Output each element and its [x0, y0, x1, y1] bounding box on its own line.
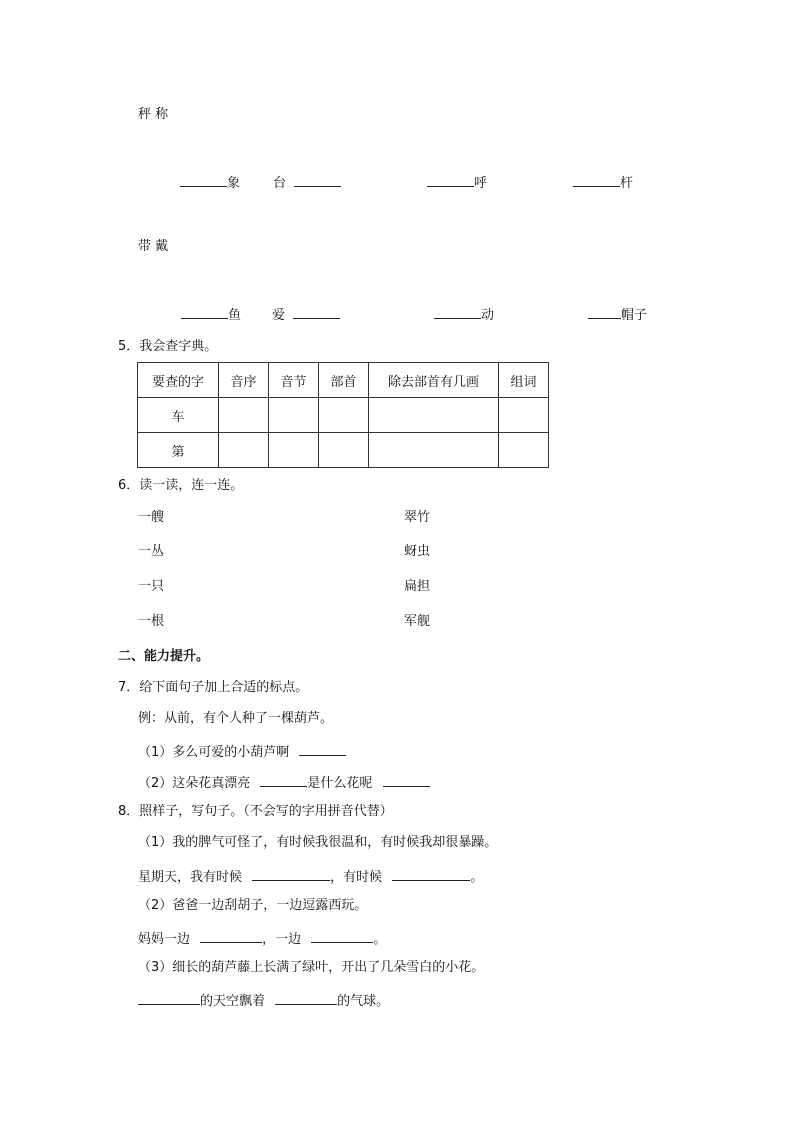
answer-blank[interactable] — [275, 990, 337, 1005]
question-8-fill-3 — [138, 990, 389, 1011]
sentence-text: 妈妈一边 — [138, 932, 191, 947]
table-cell-answer[interactable] — [269, 398, 319, 433]
question-7-item-2 — [138, 772, 430, 793]
fill-item — [273, 172, 341, 193]
question-8-example-2: （2）爸爸一边刮胡子，一边逗露西玩。 — [138, 898, 368, 913]
fill-item-text: 动 — [481, 308, 495, 323]
answer-blank[interactable] — [138, 990, 200, 1005]
fill-item — [180, 172, 240, 193]
table-cell-answer[interactable] — [219, 433, 269, 468]
table-row — [138, 433, 549, 468]
answer-blank[interactable] — [200, 928, 262, 943]
answer-blank[interactable] — [573, 172, 620, 187]
sentence-text: 是什么花呢 — [307, 776, 373, 791]
table-cell-answer[interactable] — [269, 433, 319, 468]
answer-blank[interactable] — [180, 172, 227, 187]
fill-item — [588, 304, 647, 325]
sentence-text: ，一边 — [262, 932, 302, 947]
match-left-item[interactable]: 一根 — [138, 614, 165, 629]
match-right-item[interactable]: 蚜虫 — [404, 544, 431, 559]
match-right-item[interactable]: 翠竹 — [404, 510, 431, 525]
sentence-text: 的气球。 — [337, 994, 390, 1009]
sentence-text: 。 — [373, 932, 387, 947]
fill-item-text: 爱 — [272, 308, 286, 323]
question-8-example-3: （3）细长的葫芦藤上长满了绿叶，开出了几朵雪白的小花。 — [138, 960, 485, 975]
fill-item — [181, 304, 241, 325]
question-7-title: 7．给下面句子加上合适的标点。 — [118, 680, 309, 695]
match-left-item[interactable]: 一艘 — [138, 510, 165, 525]
match-right-item[interactable]: 扁担 — [404, 579, 431, 594]
sentence-text: 星期天，我有时候 — [138, 870, 243, 885]
fill-item-text: 杆 — [620, 176, 634, 191]
table-header: 除去部首有几画 — [369, 363, 499, 398]
answer-blank[interactable] — [181, 304, 228, 319]
table-header: 音节 — [269, 363, 319, 398]
sentence-text: 的天空飘着 — [200, 994, 266, 1009]
table-cell-answer[interactable] — [499, 398, 549, 433]
sentence-text: ，有时候 — [330, 870, 383, 885]
table-header-row — [138, 363, 549, 398]
section-2-heading: 二、能力提升。 — [118, 649, 210, 664]
answer-blank[interactable] — [252, 866, 330, 881]
sentence-text: （2）这朵花真漂亮 — [138, 776, 251, 791]
answer-blank[interactable] — [434, 304, 481, 319]
question-8-example-1: （1）我的脾气可怪了，有时候我很温和，有时候我却很暴躁。 — [138, 835, 498, 850]
table-header: 部首 — [319, 363, 369, 398]
match-left-item[interactable]: 一只 — [138, 579, 165, 594]
char-pair-label-2: 带 戴 — [138, 239, 169, 254]
answer-blank[interactable] — [588, 304, 621, 319]
answer-blank[interactable] — [299, 741, 346, 756]
answer-blank[interactable] — [260, 772, 307, 787]
table-cell-char: 车 — [138, 398, 219, 433]
table-cell-answer[interactable] — [499, 433, 549, 468]
match-left-item[interactable]: 一丛 — [138, 544, 165, 559]
table-cell-answer[interactable] — [319, 398, 369, 433]
table-cell-answer[interactable] — [369, 433, 499, 468]
table-header: 音序 — [219, 363, 269, 398]
char-pair-label-1: 秤 称 — [138, 107, 169, 122]
fill-item-text: 鱼 — [228, 308, 242, 323]
dictionary-table — [137, 362, 549, 468]
answer-blank[interactable] — [383, 772, 430, 787]
fill-item — [427, 172, 487, 193]
answer-blank[interactable] — [311, 928, 373, 943]
table-header: 组词 — [499, 363, 549, 398]
answer-blank[interactable] — [294, 172, 341, 187]
table-cell-answer[interactable] — [369, 398, 499, 433]
table-header: 要查的字 — [138, 363, 219, 398]
fill-item-text: 呼 — [474, 176, 488, 191]
question-5-title: 5．我会查字典。 — [118, 339, 218, 354]
fill-item-text: 象 — [227, 176, 241, 191]
fill-item-text: 台 — [273, 176, 287, 191]
answer-blank[interactable] — [293, 304, 340, 319]
question-8-title: 8．照样子，写句子。（不会写的字用拼音代替） — [118, 804, 393, 819]
question-8-fill-1 — [138, 866, 483, 887]
fill-item — [573, 172, 633, 193]
answer-blank[interactable] — [427, 172, 474, 187]
question-8-fill-2 — [138, 928, 386, 949]
fill-item — [272, 304, 340, 325]
table-row — [138, 398, 549, 433]
question-6-title: 6．读一读，连一连。 — [118, 478, 244, 493]
sentence-text: 。 — [470, 870, 484, 885]
match-right-item[interactable]: 军舰 — [404, 614, 431, 629]
question-7-item-1 — [138, 741, 346, 762]
answer-blank[interactable] — [392, 866, 470, 881]
fill-item — [434, 304, 494, 325]
table-cell-answer[interactable] — [219, 398, 269, 433]
table-cell-answer[interactable] — [319, 433, 369, 468]
question-7-example: 例：从前，有个人种了一棵葫芦。 — [138, 711, 334, 726]
fill-item-text: 帽子 — [621, 308, 648, 323]
sentence-text: （1）多么可爱的小葫芦啊 — [138, 745, 290, 760]
table-cell-char: 第 — [138, 433, 219, 468]
